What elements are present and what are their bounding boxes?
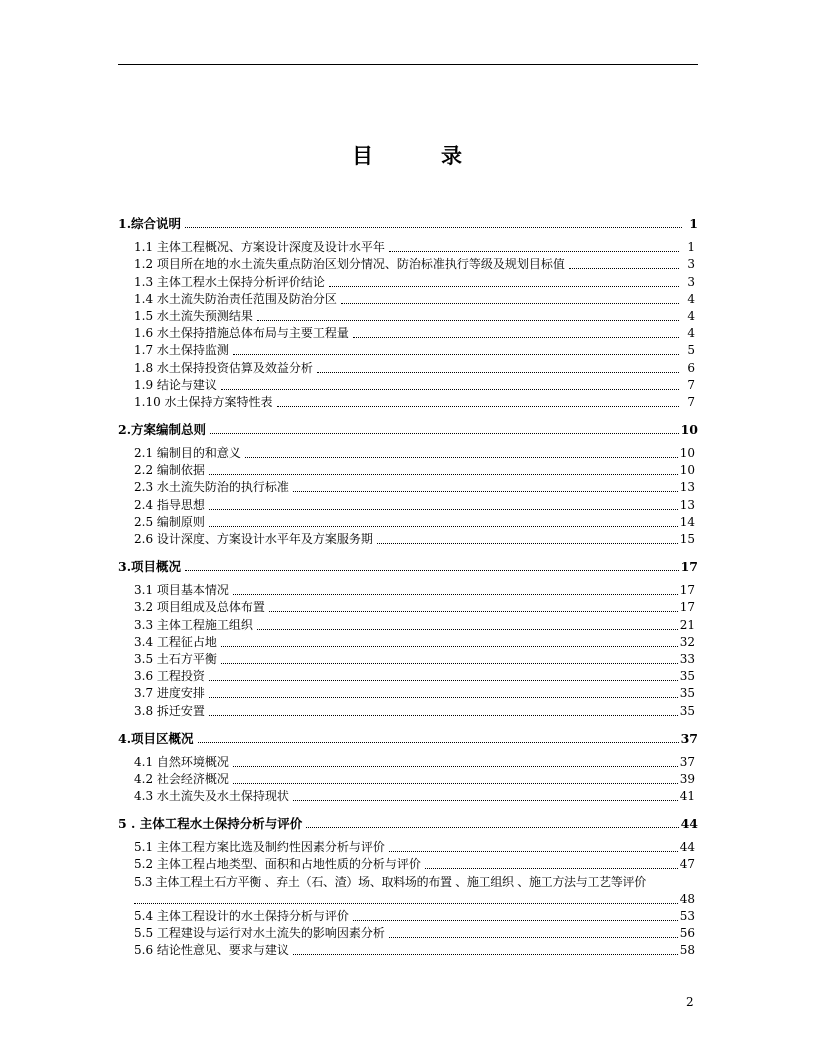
dot-leader <box>185 227 682 228</box>
toc-entry-page: 17 <box>679 583 695 598</box>
toc-entry[interactable] <box>118 358 698 375</box>
toc-entry-page: 14 <box>679 514 695 529</box>
toc-entry-label: 1.7 水土保持监测 <box>134 343 229 358</box>
toc-entry-label: 1.1 主体工程概况、方案设计深度及设计水平年 <box>134 240 385 255</box>
toc-entry-page: 37 <box>679 754 695 769</box>
toc-entry-label: 2.5 编制原则 <box>134 514 205 529</box>
toc-entry-label: 4.项目区概况 <box>118 730 194 746</box>
toc-entry-label: 5.4 主体工程设计的水土保持分析与评价 <box>134 909 349 923</box>
toc-entry-label: 1.4 水土流失防治责任范围及防治分区 <box>134 291 337 306</box>
dot-leader <box>209 697 678 698</box>
toc-entry[interactable] <box>118 855 698 872</box>
dot-leader <box>209 509 678 510</box>
toc-entry[interactable] <box>118 393 698 410</box>
toc-entry-page: 17 <box>679 600 695 615</box>
dot-leader <box>134 903 678 904</box>
page-number: 2 <box>686 995 694 1009</box>
toc-entry-page: 13 <box>679 497 695 512</box>
toc-entry-page: 4 <box>687 291 695 306</box>
dot-leader <box>269 611 678 612</box>
toc-entry-label: 1.8 水土保持投资估算及效益分析 <box>134 360 313 375</box>
dot-leader <box>341 303 679 304</box>
toc-entry-label: 3.2 项目组成及总体布置 <box>134 600 265 615</box>
dot-leader <box>293 954 678 955</box>
toc-entry[interactable] <box>118 461 698 478</box>
toc-chapter[interactable] <box>118 213 698 231</box>
toc-chapter[interactable] <box>118 728 698 746</box>
toc-entry-label: 3.8 拆迁安置 <box>134 703 205 718</box>
dot-leader <box>569 268 679 269</box>
toc-entry[interactable] <box>118 513 698 530</box>
toc-entry-page: 39 <box>679 771 695 786</box>
dot-leader <box>377 543 678 544</box>
toc-entry-label: 3.4 工程征占地 <box>134 634 217 649</box>
toc-entry[interactable] <box>118 341 698 358</box>
dot-leader <box>245 457 678 458</box>
toc-title-right: 录 <box>441 143 464 168</box>
dot-leader <box>210 433 679 434</box>
toc-entry-page: 7 <box>687 377 695 392</box>
toc-entry-page: 47 <box>679 857 695 872</box>
toc-entry-label: 2.6 设计深度、方案设计水平年及方案服务期 <box>134 532 373 546</box>
toc-entry-label: 2.1 编制目的和意义 <box>134 446 241 461</box>
dot-leader <box>209 474 678 475</box>
toc-entry-label: 3.项目概况 <box>118 559 182 574</box>
toc-entry-page: 6 <box>687 360 695 375</box>
toc-entry[interactable] <box>118 650 698 667</box>
toc-entry-label: 3.6 工程投资 <box>134 669 205 684</box>
toc-entry-page: 17 <box>680 559 698 574</box>
toc-entry-page: 7 <box>687 394 695 409</box>
toc-entry-page: 35 <box>679 703 695 718</box>
toc-entry[interactable] <box>118 684 698 701</box>
toc-entry-label: 1.综合说明 <box>118 216 182 231</box>
dot-leader <box>233 354 679 355</box>
toc-entry[interactable] <box>118 495 698 512</box>
toc-entry-label: 1.9 结论与建议 <box>134 377 217 392</box>
dot-leader <box>209 715 678 716</box>
toc-entry-continuation <box>118 890 698 907</box>
dot-leader <box>293 800 678 801</box>
toc-entry-page: 3 <box>687 257 695 272</box>
toc-title <box>0 140 816 170</box>
dot-leader <box>221 646 678 647</box>
toc-entry[interactable] <box>118 581 698 598</box>
toc-entry-label: 2.方案编制总则 <box>118 421 207 437</box>
toc-entry[interactable] <box>118 787 698 804</box>
toc-entry-label: 1.10 水土保持方案特性表 <box>134 394 273 409</box>
toc-entry-page: 58 <box>679 943 695 958</box>
toc-entry-page: 10 <box>679 446 695 461</box>
toc-entry-label: 4.3 水土流失及水土保持现状 <box>134 789 289 804</box>
table-of-contents <box>118 213 698 958</box>
toc-title-left: 目 <box>352 143 375 168</box>
toc-entry-label: 3.3 主体工程施工组织 <box>134 617 253 632</box>
toc-entry[interactable] <box>118 530 698 547</box>
toc-entry-label: 1.5 水土流失预测结果 <box>134 308 253 323</box>
toc-entry[interactable] <box>118 444 698 461</box>
toc-entry-page: 15 <box>679 532 695 546</box>
toc-entry-page: 33 <box>679 651 695 666</box>
toc-entry-label: 4.2 社会经济概况 <box>134 771 229 786</box>
toc-entry-page: 13 <box>679 480 695 495</box>
toc-entry[interactable] <box>118 615 698 632</box>
dot-leader <box>389 251 679 252</box>
dot-leader <box>257 320 679 321</box>
toc-entry-page: 5 <box>687 343 695 358</box>
dot-leader <box>389 937 678 938</box>
toc-entry-label: 2.4 指导思想 <box>134 497 205 512</box>
toc-entry[interactable] <box>118 238 698 255</box>
toc-entry[interactable] <box>118 872 698 889</box>
toc-entry-label: 5.2 主体工程占地类型、面积和占地性质的分析与评价 <box>134 857 421 872</box>
toc-entry-label: 5.6 结论性意见、要求与建议 <box>134 943 289 958</box>
toc-entry[interactable] <box>118 598 698 615</box>
toc-entry[interactable] <box>118 376 698 393</box>
toc-entry[interactable] <box>118 324 698 341</box>
dot-leader <box>389 851 678 852</box>
toc-entry[interactable] <box>118 770 698 787</box>
toc-entry-page: 35 <box>679 686 695 701</box>
toc-entry-page: 53 <box>679 909 695 923</box>
toc-entry-label: 3.1 项目基本情况 <box>134 583 229 598</box>
toc-entry-page: 44 <box>679 840 695 855</box>
toc-entry[interactable] <box>118 838 698 855</box>
dot-leader <box>293 491 678 492</box>
toc-entry[interactable] <box>118 701 698 718</box>
toc-entry[interactable] <box>118 255 698 272</box>
toc-entry-label: 3.7 进度安排 <box>134 686 205 701</box>
dot-leader <box>329 286 679 287</box>
toc-entry-label: 2.3 水土流失防治的执行标准 <box>134 480 289 495</box>
toc-entry[interactable] <box>118 290 698 307</box>
toc-entry-page: 48 <box>679 891 695 906</box>
dot-leader <box>353 337 679 338</box>
toc-entry[interactable] <box>118 478 698 495</box>
toc-entry-page: 3 <box>687 274 695 289</box>
toc-entry-page: 44 <box>680 816 698 832</box>
toc-entry[interactable] <box>118 753 698 770</box>
toc-entry[interactable] <box>118 924 698 941</box>
dot-leader <box>198 742 679 743</box>
toc-entry[interactable] <box>118 667 698 684</box>
toc-entry-label: 1.3 主体工程水土保持分析评价结论 <box>134 274 325 289</box>
toc-entry-page: 37 <box>680 730 698 746</box>
toc-chapter[interactable] <box>118 419 698 437</box>
toc-entry-label: 5.1 主体工程方案比选及制约性因素分析与评价 <box>134 840 385 855</box>
toc-chapter[interactable] <box>118 813 698 831</box>
dot-leader <box>353 920 678 921</box>
toc-entry-label: 5.3 主体工程土石方平衡 、弃土（石、渣）场、取料场的布置 、施工组织 、施工方法与工艺等评价 <box>134 874 646 889</box>
toc-entry-page: 32 <box>679 634 695 649</box>
dot-leader <box>317 372 679 373</box>
toc-entry-label: 1.6 水土保持措施总体布局与主要工程量 <box>134 326 349 341</box>
dot-leader <box>277 406 679 407</box>
toc-entry-page: 10 <box>680 421 698 437</box>
toc-entry-page: 4 <box>687 308 695 323</box>
toc-entry-page: 56 <box>679 926 695 941</box>
toc-entry-page: 4 <box>687 326 695 341</box>
dot-leader <box>306 827 678 828</box>
toc-entry-page: 35 <box>679 669 695 684</box>
toc-entry-label: 5.5 工程建设与运行对水土流失的影响因素分析 <box>134 926 385 941</box>
header-rule <box>118 64 698 65</box>
toc-entry-label: 1.2 项目所在地的水土流失重点防治区划分情况、防治标准执行等级及规划目标值 <box>134 257 565 272</box>
toc-entry[interactable] <box>118 907 698 924</box>
toc-entry-label: 4.1 自然环境概况 <box>134 754 229 769</box>
toc-entry-page: 41 <box>679 789 695 804</box>
dot-leader <box>233 783 678 784</box>
toc-entry-page: 21 <box>679 617 695 632</box>
dot-leader <box>209 526 678 527</box>
toc-entry-label: 5 . 主体工程水土保持分析与评价 <box>118 816 303 832</box>
dot-leader <box>221 389 679 390</box>
toc-entry-page: 1 <box>689 216 698 231</box>
toc-chapter[interactable] <box>118 556 698 574</box>
dot-leader <box>425 868 678 869</box>
dot-leader <box>257 629 678 630</box>
toc-entry[interactable] <box>118 272 698 289</box>
toc-entry[interactable] <box>118 307 698 324</box>
dot-leader <box>185 570 679 571</box>
toc-entry-label: 2.2 编制依据 <box>134 463 205 478</box>
dot-leader <box>221 663 678 664</box>
toc-entry-page: 10 <box>679 463 695 478</box>
dot-leader <box>209 680 678 681</box>
dot-leader <box>233 594 678 595</box>
toc-entry[interactable] <box>118 941 698 958</box>
toc-entry-label: 3.5 土石方平衡 <box>134 651 217 666</box>
dot-leader <box>233 766 678 767</box>
toc-entry[interactable] <box>118 633 698 650</box>
toc-entry-page: 1 <box>687 240 695 255</box>
